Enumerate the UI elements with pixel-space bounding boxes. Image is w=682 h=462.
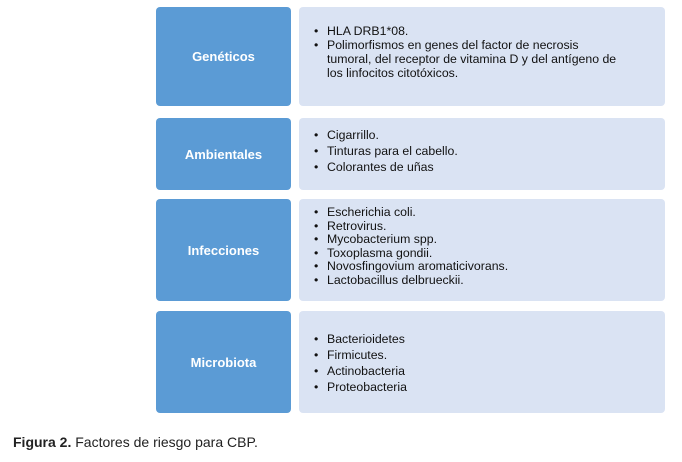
list-item: • HLA DRB1*08.	[327, 24, 665, 38]
list-item: • Polimorfismos en genes del factor de necrosis tumoral, del receptor de vitamina D y del antígeno de los linfocitos citotóxicos.	[327, 38, 665, 80]
factor-list-box-ambientales	[299, 118, 665, 190]
list-item: • Actinobacteria	[327, 363, 665, 379]
figure-caption	[13, 434, 258, 450]
factor-list-ambientales	[299, 127, 665, 175]
list-item: • Escherichia coli.	[327, 206, 665, 220]
category-box-microbiota	[156, 311, 291, 413]
category-box-ambientales	[156, 118, 291, 190]
category-box-infecciones	[156, 199, 291, 301]
list-item: • Novosfingovium aromaticivorans.	[327, 260, 665, 274]
factor-list-geneticos	[299, 24, 665, 80]
category-box-geneticos	[156, 7, 291, 106]
factor-list-box-infecciones	[299, 199, 665, 301]
figure-caption-text: Factores de riesgo para CBP.	[71, 434, 258, 450]
category-label-microbiota: Microbiota	[190, 354, 257, 370]
list-item: • Tinturas para el cabello.	[327, 143, 665, 159]
list-item: • Firmicutes.	[327, 347, 665, 363]
factor-list-microbiota	[299, 331, 665, 395]
category-label-ambientales: Ambientales	[184, 146, 263, 162]
row-microbiota	[156, 311, 665, 413]
factor-list-infecciones	[299, 206, 665, 287]
category-label-infecciones: Infecciones	[187, 242, 260, 258]
list-item: • Cigarrillo.	[327, 127, 665, 143]
list-item: • Bacterioidetes	[327, 331, 665, 347]
list-item: • Retrovirus.	[327, 220, 665, 234]
list-item: • Lactobacillus delbrueckii.	[327, 274, 665, 288]
factor-list-box-geneticos	[299, 7, 665, 106]
figure-caption-prefix: Figura 2.	[13, 434, 72, 450]
row-infecciones	[156, 199, 665, 301]
list-item: • Colorantes de uñas	[327, 159, 665, 175]
list-item: • Toxoplasma gondii.	[327, 247, 665, 261]
factor-list-box-microbiota	[299, 311, 665, 413]
row-geneticos	[156, 7, 665, 106]
row-ambientales	[156, 118, 665, 190]
category-label-geneticos: Genéticos	[192, 49, 255, 64]
list-item: • Proteobacteria	[327, 379, 665, 395]
list-item: • Mycobacterium spp.	[327, 233, 665, 247]
